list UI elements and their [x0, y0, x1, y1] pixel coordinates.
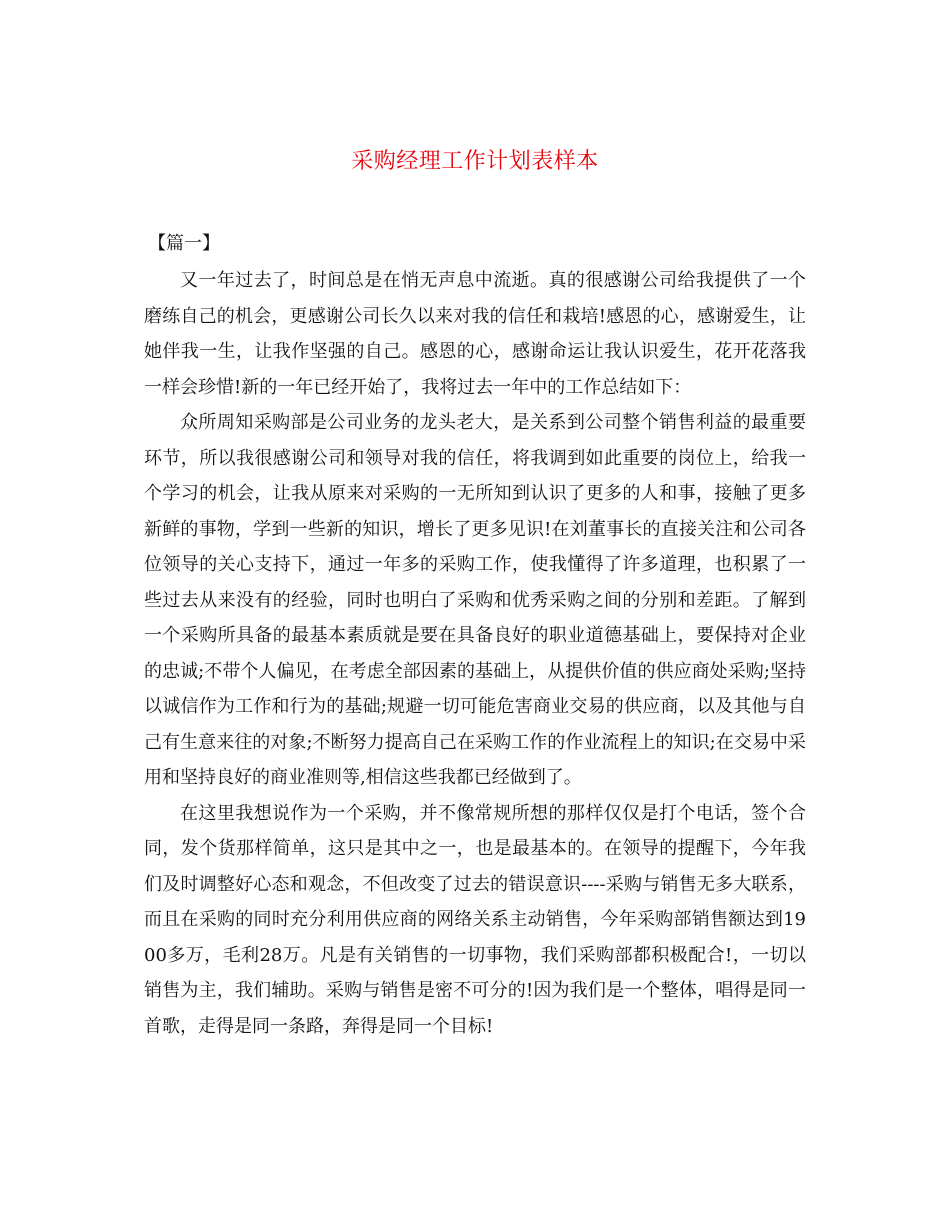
section-label: 【篇一】	[148, 233, 220, 254]
paragraph-3: 在这里我想说作为一个采购，并不像常规所想的那样仅仅是打个电话，签个合同，发个货那样简单，这只是其中之一，也是最基本的。在领导的提醒下，今年我们及时调整好心态和观念，不但改变了过去的错误意识----采购与销售无多大联系，而且在采购的同时充分利用供应商的网络关系主动销售，今年采购部销售额达到1900多万，毛利28万。凡是有关销售的一切事物，我们采购部都积极配合!，一切以销售为主，我们辅助。采购与销售是密不可分的!因为我们是一个整体，唱得是同一首歌，走得是同一条路，奔得是同一个目标!	[144, 802, 806, 1037]
document-body	[144, 263, 806, 1044]
document-title: 采购经理工作计划表样本	[351, 149, 599, 174]
paragraph-1: 又一年过去了，时间总是在悄无声息中流逝。真的很感谢公司给我提供了一个磨练自己的机会，更感谢公司长久以来对我的信任和栽培!感恩的心，感谢爱生，让她伴我一生，让我作坚强的自己。感恩的心，感谢命运让我认识爱生，花开花落我一样会珍惜!新的一年已经开始了，我将过去一年中的工作总结如下：	[144, 270, 806, 398]
paragraph-2: 众所周知采购部是公司业务的龙头老大，是关系到公司整个销售利益的最重要环节，所以我很感谢公司和领导对我的信任，将我调到如此重要的岗位上，给我一个学习的机会，让我从原来对采购的一无所知到认识了更多的人和事，接触了更多新鲜的事物，学到一些新的知识，增长了更多见识!在刘董事长的直接关注和公司各位领导的关心支持下，通过一年多的采购工作，使我懂得了许多道理，也积累了一些过去从来没有的经验，同时也明白了采购和优秀采购之间的分别和差距。了解到一个采购所具备的最基本素质就是要在具备良好的职业道德基础上，要保持对企业的忠诚;不带个人偏见，在考虑全部因素的基础上，从提供价值的供应商处采购;坚持以诚信作为工作和行为的基础;规避一切可能危害商业交易的供应商，以及其他与自己有生意来往的对象;不断努力提高自己在采购工作的作业流程上的知识;在交易中采用和坚持良好的商业准则等,相信这些我都已经做到了。	[144, 412, 806, 788]
